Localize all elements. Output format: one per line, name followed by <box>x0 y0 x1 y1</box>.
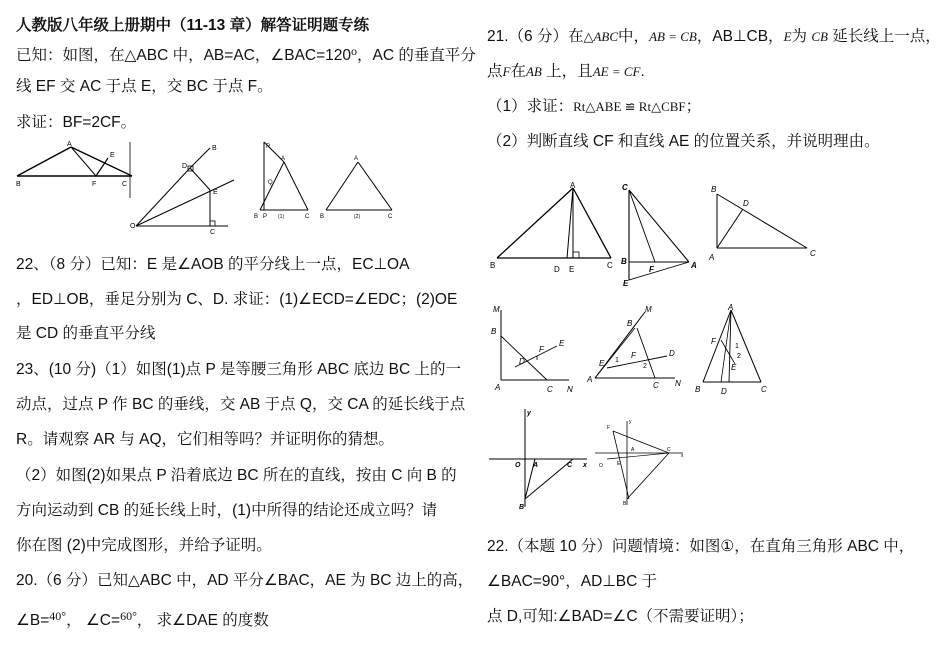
fig-21-label-f: F <box>649 265 654 274</box>
question-20-line-2 <box>16 606 269 631</box>
fig-20-label-e: E <box>569 265 575 274</box>
figure-23-1 <box>244 140 312 220</box>
fig-20-label-a: A <box>570 181 576 190</box>
q21-l2-a: 点 <box>487 63 503 80</box>
fig-m1-label-b: B <box>491 327 497 336</box>
fig-23a-label-b: B <box>254 214 259 220</box>
fig-23a-label-num: (1) <box>278 214 285 220</box>
fig-m3-label-b: B <box>695 385 701 394</box>
fig-m3-label-e: E <box>731 363 737 372</box>
fig-m3-label-f: F <box>711 337 716 346</box>
fig-22b-label-d: D <box>743 199 749 208</box>
fig-22b-label-c: C <box>810 249 816 258</box>
fig-21-label-e: E <box>623 279 629 288</box>
figure-21-right-triangle <box>619 180 699 288</box>
q21-triangle: △ABC <box>583 29 619 44</box>
fig-23a-label-c: C <box>305 214 310 220</box>
fig-a-label-e: E <box>110 152 115 159</box>
question-22-line-1: 22、（8 分）已知：E 是∠AOB 的平分线上一点，EC⊥OA <box>16 256 410 273</box>
fig-22b-label-b: B <box>711 185 717 194</box>
fig-c2-label-o: O <box>599 463 603 469</box>
fig-c2-label-y: y <box>629 419 632 425</box>
fig-23b-label-b: B <box>320 214 325 220</box>
fig-m2-label-e: E <box>599 359 605 368</box>
fig-a-label-c: C <box>122 181 128 188</box>
fig-m1-label-n: N <box>567 385 573 394</box>
q21-tail-1: 延长线上一点， <box>827 28 941 45</box>
fig-23a-label-r: R <box>266 144 271 150</box>
fig-20-label-d: D <box>554 265 560 274</box>
q21-eq-2: AE = CF <box>592 64 641 79</box>
fig-23a-label-q: Q <box>268 180 273 186</box>
q21-mid-3: 为 <box>791 28 812 45</box>
q21-ab: AB <box>525 64 542 79</box>
fig-20-label-c: C <box>607 261 613 270</box>
q21-p1-b: ； <box>685 98 702 115</box>
question-20-line-1: 20.（6 分）已知△ABC 中，AD 平分∠BAC，AE 为 BC 边上的高， <box>16 572 474 589</box>
fig-m1-label-c: C <box>547 385 553 394</box>
question-22b-line-1: 22.（本题 10 分）问题情境：如图①，在直角三角形 ABC 中， <box>487 538 915 555</box>
figure-angle-bisector <box>130 140 248 234</box>
fig-23a-label-a: A <box>281 156 286 162</box>
question-23-line-6: 你在图 (2)中完成图形，并给予证明。 <box>16 537 272 554</box>
fig-23a-label-p: P <box>263 214 268 220</box>
fig-m2-label-f: F <box>631 351 636 360</box>
figure-angle-m1 <box>487 300 579 395</box>
q20-angle-b: ∠B= <box>16 612 50 629</box>
question-a-text-tail: ，AC 的垂直平分 <box>357 47 476 64</box>
fig-m3-label-d: D <box>721 387 727 396</box>
fig-m3-label-1: 1 <box>735 343 739 350</box>
fig-c1-label-o: O <box>515 462 521 469</box>
fig-c2-label-f: F <box>607 425 611 431</box>
degree-mark: o <box>351 44 358 58</box>
fig-23b-label-num: (2) <box>354 214 361 220</box>
fig-m2-label-d: D <box>669 349 675 358</box>
question-23-line-5: 方向运动到 CB 的延长线上时，(1)中所得的结论还成立吗？请 <box>16 502 438 519</box>
fig-23b-label-c: C <box>388 214 393 220</box>
q21-l2-d: . <box>640 63 645 80</box>
fig-c1-label-a: A <box>533 462 539 469</box>
question-21-part-1 <box>487 97 701 117</box>
question-21-part-2: （2）判断直线 CF 和直线 AE 的位置关系，并说明理由。 <box>487 133 880 150</box>
question-23-line-4: （2）如图(2)如果点 P 沿着底边 BC 所在的直线，按由 C 向 B 的 <box>16 467 457 484</box>
fig-22-label-b: B <box>212 145 217 152</box>
q21-mid-2: ，AB⊥CB， <box>696 28 784 45</box>
fig-a-label-a: A <box>67 141 72 148</box>
fig-m3-label-c: C <box>761 385 767 394</box>
q21-eq-1: AB = CB <box>649 29 697 44</box>
figure-coordinate-1 <box>487 405 591 515</box>
q20-angle-c-value: 60° <box>120 609 137 623</box>
q21-point-f: F <box>502 64 511 79</box>
q21-cb: CB <box>811 29 828 44</box>
fig-m1-label-a: A <box>495 383 501 392</box>
fig-23b-label-a: A <box>354 156 359 162</box>
fig-m1-label-m: M <box>493 305 500 314</box>
fig-c2-label-b: B <box>623 501 627 507</box>
fig-m2-label-1: 1 <box>615 357 619 364</box>
fig-m2-label-a: A <box>587 375 593 384</box>
fig-a-label-f: F <box>92 181 97 188</box>
fig-22-label-d: D <box>182 163 188 170</box>
fig-c2-label-c: C <box>667 447 671 453</box>
question-a-text: 已知：如图，在△ABC 中，AB=AC，∠BAC=120 <box>16 47 352 64</box>
fig-21-label-a: A <box>691 261 697 270</box>
fig-m2-label-m: M <box>645 305 652 314</box>
q21-point-e: E <box>783 29 792 44</box>
figure-angle-m2 <box>585 300 687 390</box>
figure-triangle-abc-perpendicular-bisector <box>16 140 136 198</box>
q21-prefix: 21.（6 分）在 <box>487 28 584 45</box>
q20-angle-b-value: 40° <box>49 609 67 623</box>
figure-23-2 <box>312 150 396 220</box>
question-23-line-3: R。请观察 AR 与 AQ，它们相等吗？并证明你的猜想。 <box>16 431 395 448</box>
fig-m2-label-c: C <box>653 381 659 390</box>
figure-22-right-triangle <box>707 180 817 265</box>
fig-22-label-o: O <box>130 223 136 230</box>
question-23-line-1: 23、(10 分)（1）如图(1)点 P 是等腰三角形 ABC 底边 BC 上的一 <box>16 361 461 378</box>
fig-c2-label-a: A <box>631 447 635 453</box>
fig-c2-label-x: x <box>681 453 684 459</box>
q21-p1-a: （1）求证： <box>487 98 574 115</box>
q21-l2-c: 上，且 <box>541 63 593 80</box>
question-a-line-1 <box>16 41 476 66</box>
q20-tail: ， 求∠DAE 的度数 <box>136 612 269 629</box>
q20-sep: ， ∠C= <box>66 612 121 629</box>
q21-l2-b: 在 <box>510 63 526 80</box>
fig-m2-label-b: B <box>627 319 633 328</box>
fig-c2-label-e: E <box>617 461 621 467</box>
fig-m3-label-2: 2 <box>737 353 741 360</box>
fig-a-label-b: B <box>16 181 21 188</box>
page-title: 人教版八年级上册期中（11-13 章）解答证明题专练 <box>16 17 370 34</box>
question-22-line-3: 是 CD 的垂直平分线 <box>16 325 156 342</box>
figure-triangle-m3 <box>691 300 773 396</box>
question-22b-line-3: 点 D,可知:∠BAD=∠C（不需要证明）； <box>487 608 754 625</box>
q21-mid-1: 中， <box>618 28 650 45</box>
fig-c1-label-y: y <box>527 410 531 417</box>
question-a-line-2: 线 EF 交 AC 于点 E，交 BC 于点 F。 <box>16 78 273 95</box>
fig-m1-label-f: F <box>539 345 544 354</box>
fig-m1-label-d: D <box>519 357 525 366</box>
fig-20-label-b: B <box>490 261 496 270</box>
fig-21-label-b: B <box>621 257 627 266</box>
fig-c1-label-c: C <box>567 462 573 469</box>
question-a-prove: 求证：BF=2CF。 <box>16 114 137 131</box>
fig-21-label-c: C <box>622 183 628 192</box>
fig-22-label-e: E <box>213 189 218 196</box>
figure-20-triangle <box>487 180 617 275</box>
question-21-line-2 <box>487 62 645 82</box>
fig-c1-label-b: B <box>519 504 525 511</box>
fig-c1-label-x: x <box>583 462 587 469</box>
question-22b-line-2: ∠BAC=90°，AD⊥BC 于 <box>487 573 658 590</box>
fig-m2-label-2: 2 <box>643 363 647 370</box>
figure-coordinate-2 <box>593 415 689 509</box>
fig-22-label-c: C <box>210 229 216 234</box>
fig-22b-label-a: A <box>709 253 715 262</box>
q21-p1-math: Rt△ABE ≌ Rt△CBF <box>573 99 686 114</box>
fig-m3-label-a: A <box>728 303 734 312</box>
fig-m1-label-e: E <box>559 339 565 348</box>
question-23-line-2: 动点，过点 P 作 BC 的垂线，交 AB 于点 Q，交 CA 的延长线于点 <box>16 396 466 413</box>
question-22-line-2: ，ED⊥OB，垂足分别为 C、D. 求证：(1)∠ECD=∠EDC；(2)OE <box>16 291 458 308</box>
question-21-line-1 <box>487 27 941 47</box>
fig-m2-label-n: N <box>675 379 681 388</box>
